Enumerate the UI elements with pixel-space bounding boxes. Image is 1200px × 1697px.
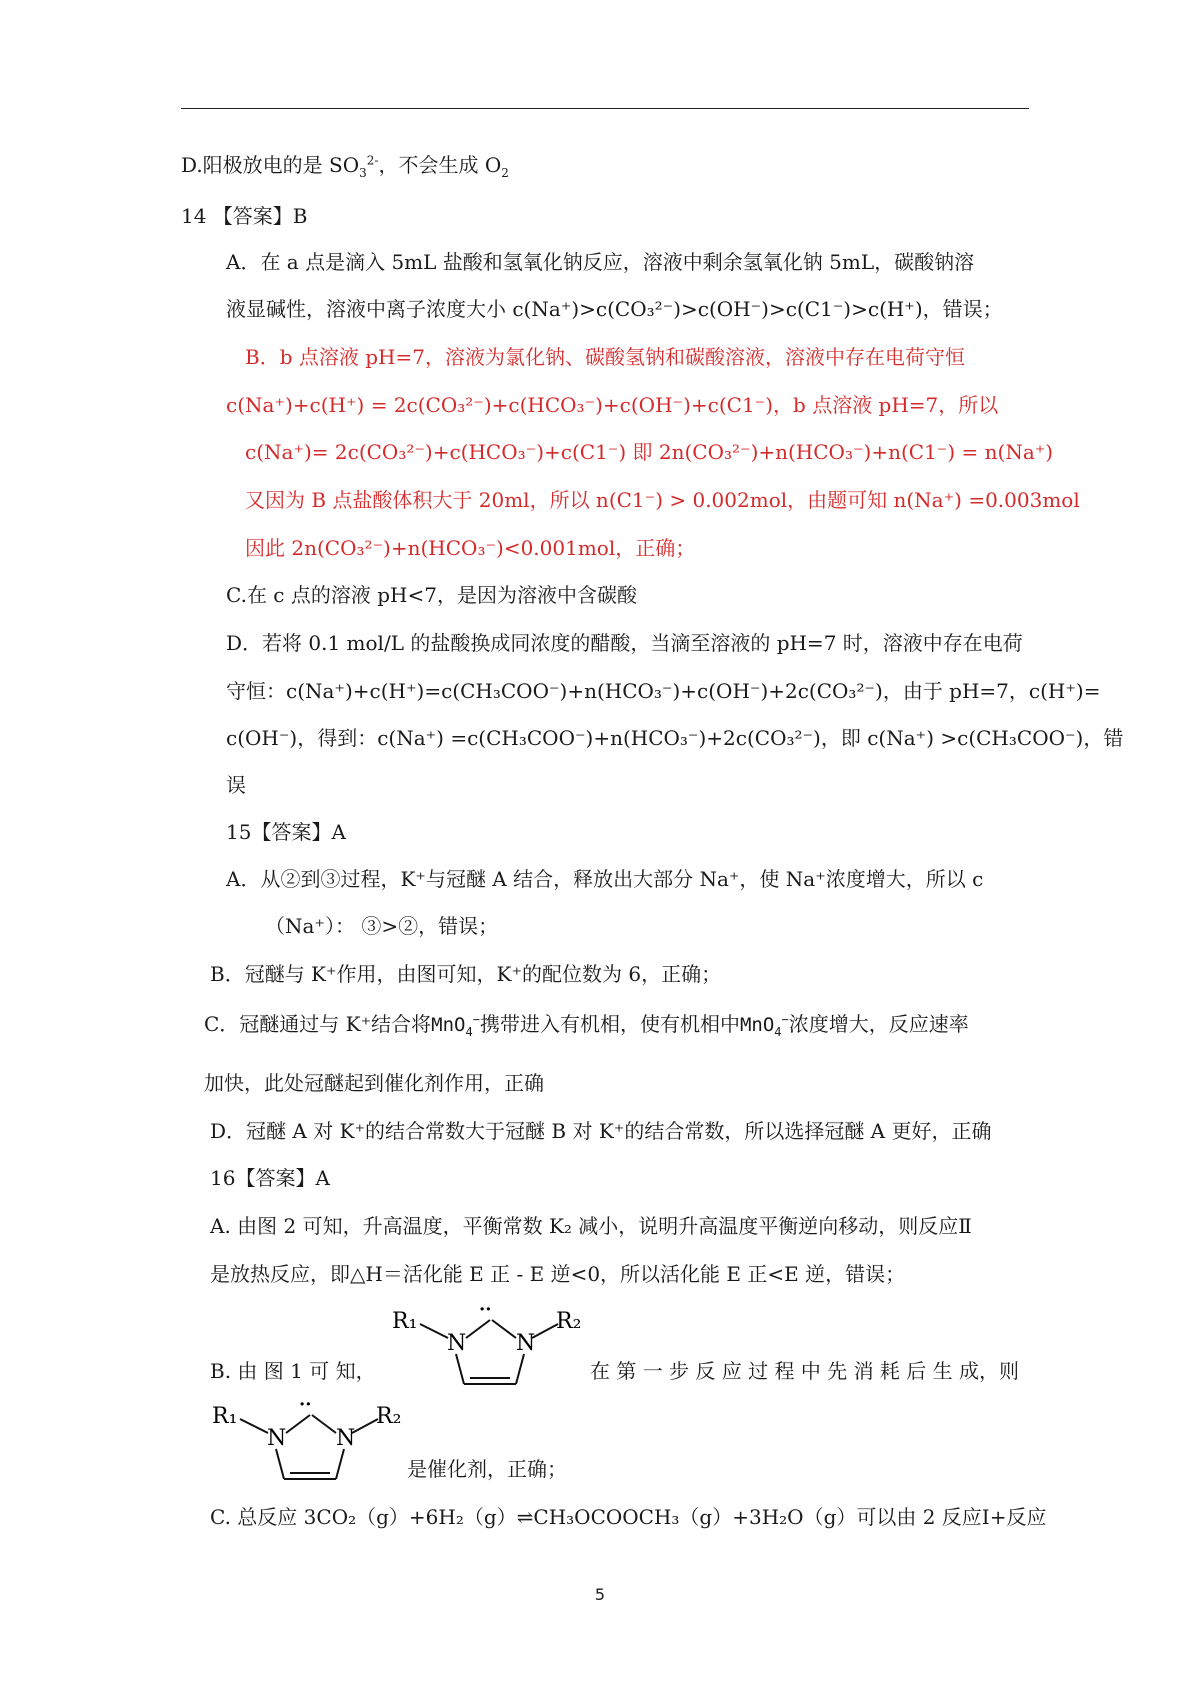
page-number: 5 — [594, 1585, 606, 1604]
header-rule — [181, 108, 1029, 109]
q15-d-line1: D．冠醚 A 对 K⁺的结合常数大于冠醚 B 对 K⁺的结合常数，所以选择冠醚 A 更好，正确 — [210, 1119, 992, 1143]
q14-d-line1: D．若将 0.1 mol/L 的盐酸换成同浓度的醋酸，当滴至溶液的 pH=7 时，溶液中存在电荷 — [226, 631, 1023, 655]
svg-text:R₁: R₁ — [212, 1404, 238, 1429]
q14-d-line3: c(OH⁻)，得到：c(Na⁺) =c(CH₃COO⁻)+n(HCO₃⁻)+2c(CO₃²⁻)，即 c(Na⁺) >c(CH₃COO⁻)，错 — [226, 726, 1124, 750]
q16-c-line1: C. 总反应 3CO₂（g）+6H₂（g）⇌CH₃OCOOCH₃（g）+3H₂O（g）可以由 2 反应Ⅰ+反应 — [210, 1505, 1047, 1529]
svg-text:R₁: R₁ — [392, 1309, 418, 1334]
q14-a-line1: A．在 a 点是滴入 5mL 盐酸和氢氧化钠反应，溶液中剩余氢氧化钠 5mL，碳酸钠溶 — [226, 250, 975, 274]
svg-text:N: N — [267, 1426, 287, 1451]
q16-a-line1: A. 由图 2 可知，升高温度，平衡常数 K₂ 减小，说明升高温度平衡逆向移动，则反应Ⅱ — [210, 1214, 972, 1238]
q15-header: 15【答案】A — [226, 820, 346, 844]
svg-text:··: ·· — [479, 1300, 492, 1320]
svg-text:R₂: R₂ — [556, 1309, 582, 1334]
nhc-structure-2 — [210, 1395, 425, 1510]
q14-b-line3: c(Na⁺)= 2c(CO₃²⁻)+c(HCO₃⁻)+c(C1⁻) 即 2n(CO₃²⁻)+n(HCO₃⁻)+n(C1⁻) = n(Na⁺) — [245, 440, 1054, 464]
svg-text:N: N — [336, 1426, 356, 1451]
prev-option-d: D.阳极放电的是 $SO_3^{2-}$，不会生成 $O_2$ — [181, 153, 509, 180]
q14-a-line2: 液显碱性，溶液中离子浓度大小 c(Na⁺)>c(CO₃²⁻)>c(OH⁻)>c(C1⁻)>c(H⁺)，错误； — [226, 297, 1003, 321]
q16-b-line1-rest: 在 第 一 步 反 应 过 程 中 先 消 耗 后 生 成，则 — [590, 1359, 1020, 1383]
q16-header: 16【答案】A — [210, 1166, 330, 1190]
q14-header: 14 【答案】B — [181, 204, 308, 228]
q14-b-line1: B．b 点溶液 pH=7，溶液为氯化钠、碳酸氢钠和碳酸溶液，溶液中存在电荷守恒 — [245, 345, 965, 369]
q15-a-line2: （Na⁺）： ③>②，错误； — [265, 914, 499, 938]
svg-text:R₂: R₂ — [376, 1404, 402, 1429]
q14-c-line1: C.在 c 点的溶液 pH<7，是因为溶液中含碳酸 — [226, 583, 637, 607]
q16-b-line2-rest: 是催化剂，正确； — [407, 1457, 567, 1481]
q16-b-prefix: B. 由 图 1 可 知， — [210, 1359, 376, 1383]
q14-b-line5: 因此 2n(CO₃²⁻)+n(HCO₃⁻)<0.001mol，正确； — [245, 536, 696, 560]
q15-c-line2: 加快，此处冠醚起到催化剂作用，正确 — [204, 1071, 544, 1095]
q14-b-line2: c(Na⁺)+c(H⁺) = 2c(CO₃²⁻)+c(HCO₃⁻)+c(OH⁻)+c(C1⁻)，b 点溶液 pH=7，所以 — [226, 393, 999, 417]
svg-text:N: N — [516, 1331, 536, 1356]
svg-text:N: N — [447, 1331, 467, 1356]
svg-text:··: ·· — [299, 1395, 312, 1415]
q14-d-line4: 误 — [226, 773, 246, 797]
q15-b-line1: B．冠醚与 K⁺作用，由图可知，K⁺的配位数为 6，正确； — [210, 962, 722, 986]
q16-a-line2: 是放热反应，即△H＝活化能 E 正 - E 逆<0，所以活化能 E 正<E 逆，错误； — [210, 1262, 906, 1286]
q15-a-line1: A．从②到③过程，K⁺与冠醚 A 结合，释放出大部分 Na⁺，使 Na⁺浓度增大，所以 c — [226, 867, 984, 891]
q14-d-line2: 守恒：c(Na⁺)+c(H⁺)=c(CH₃COO⁻)+n(HCO₃⁻)+c(OH⁻)+2c(CO₃²⁻)，由于 pH=7，c(H⁺)= — [226, 679, 1101, 703]
q14-b-line4: 又因为 B 点盐酸体积大于 20ml，所以 n(C1⁻) > 0.002mol，由题可知 n(Na⁺) =0.003mol — [245, 488, 1080, 512]
q15-c-line1: C．冠醚通过与 K⁺结合将MnO$_4$−携带进入有机相，使有机相中MnO$_4$−浓度增大，反应速率 — [204, 1012, 969, 1039]
